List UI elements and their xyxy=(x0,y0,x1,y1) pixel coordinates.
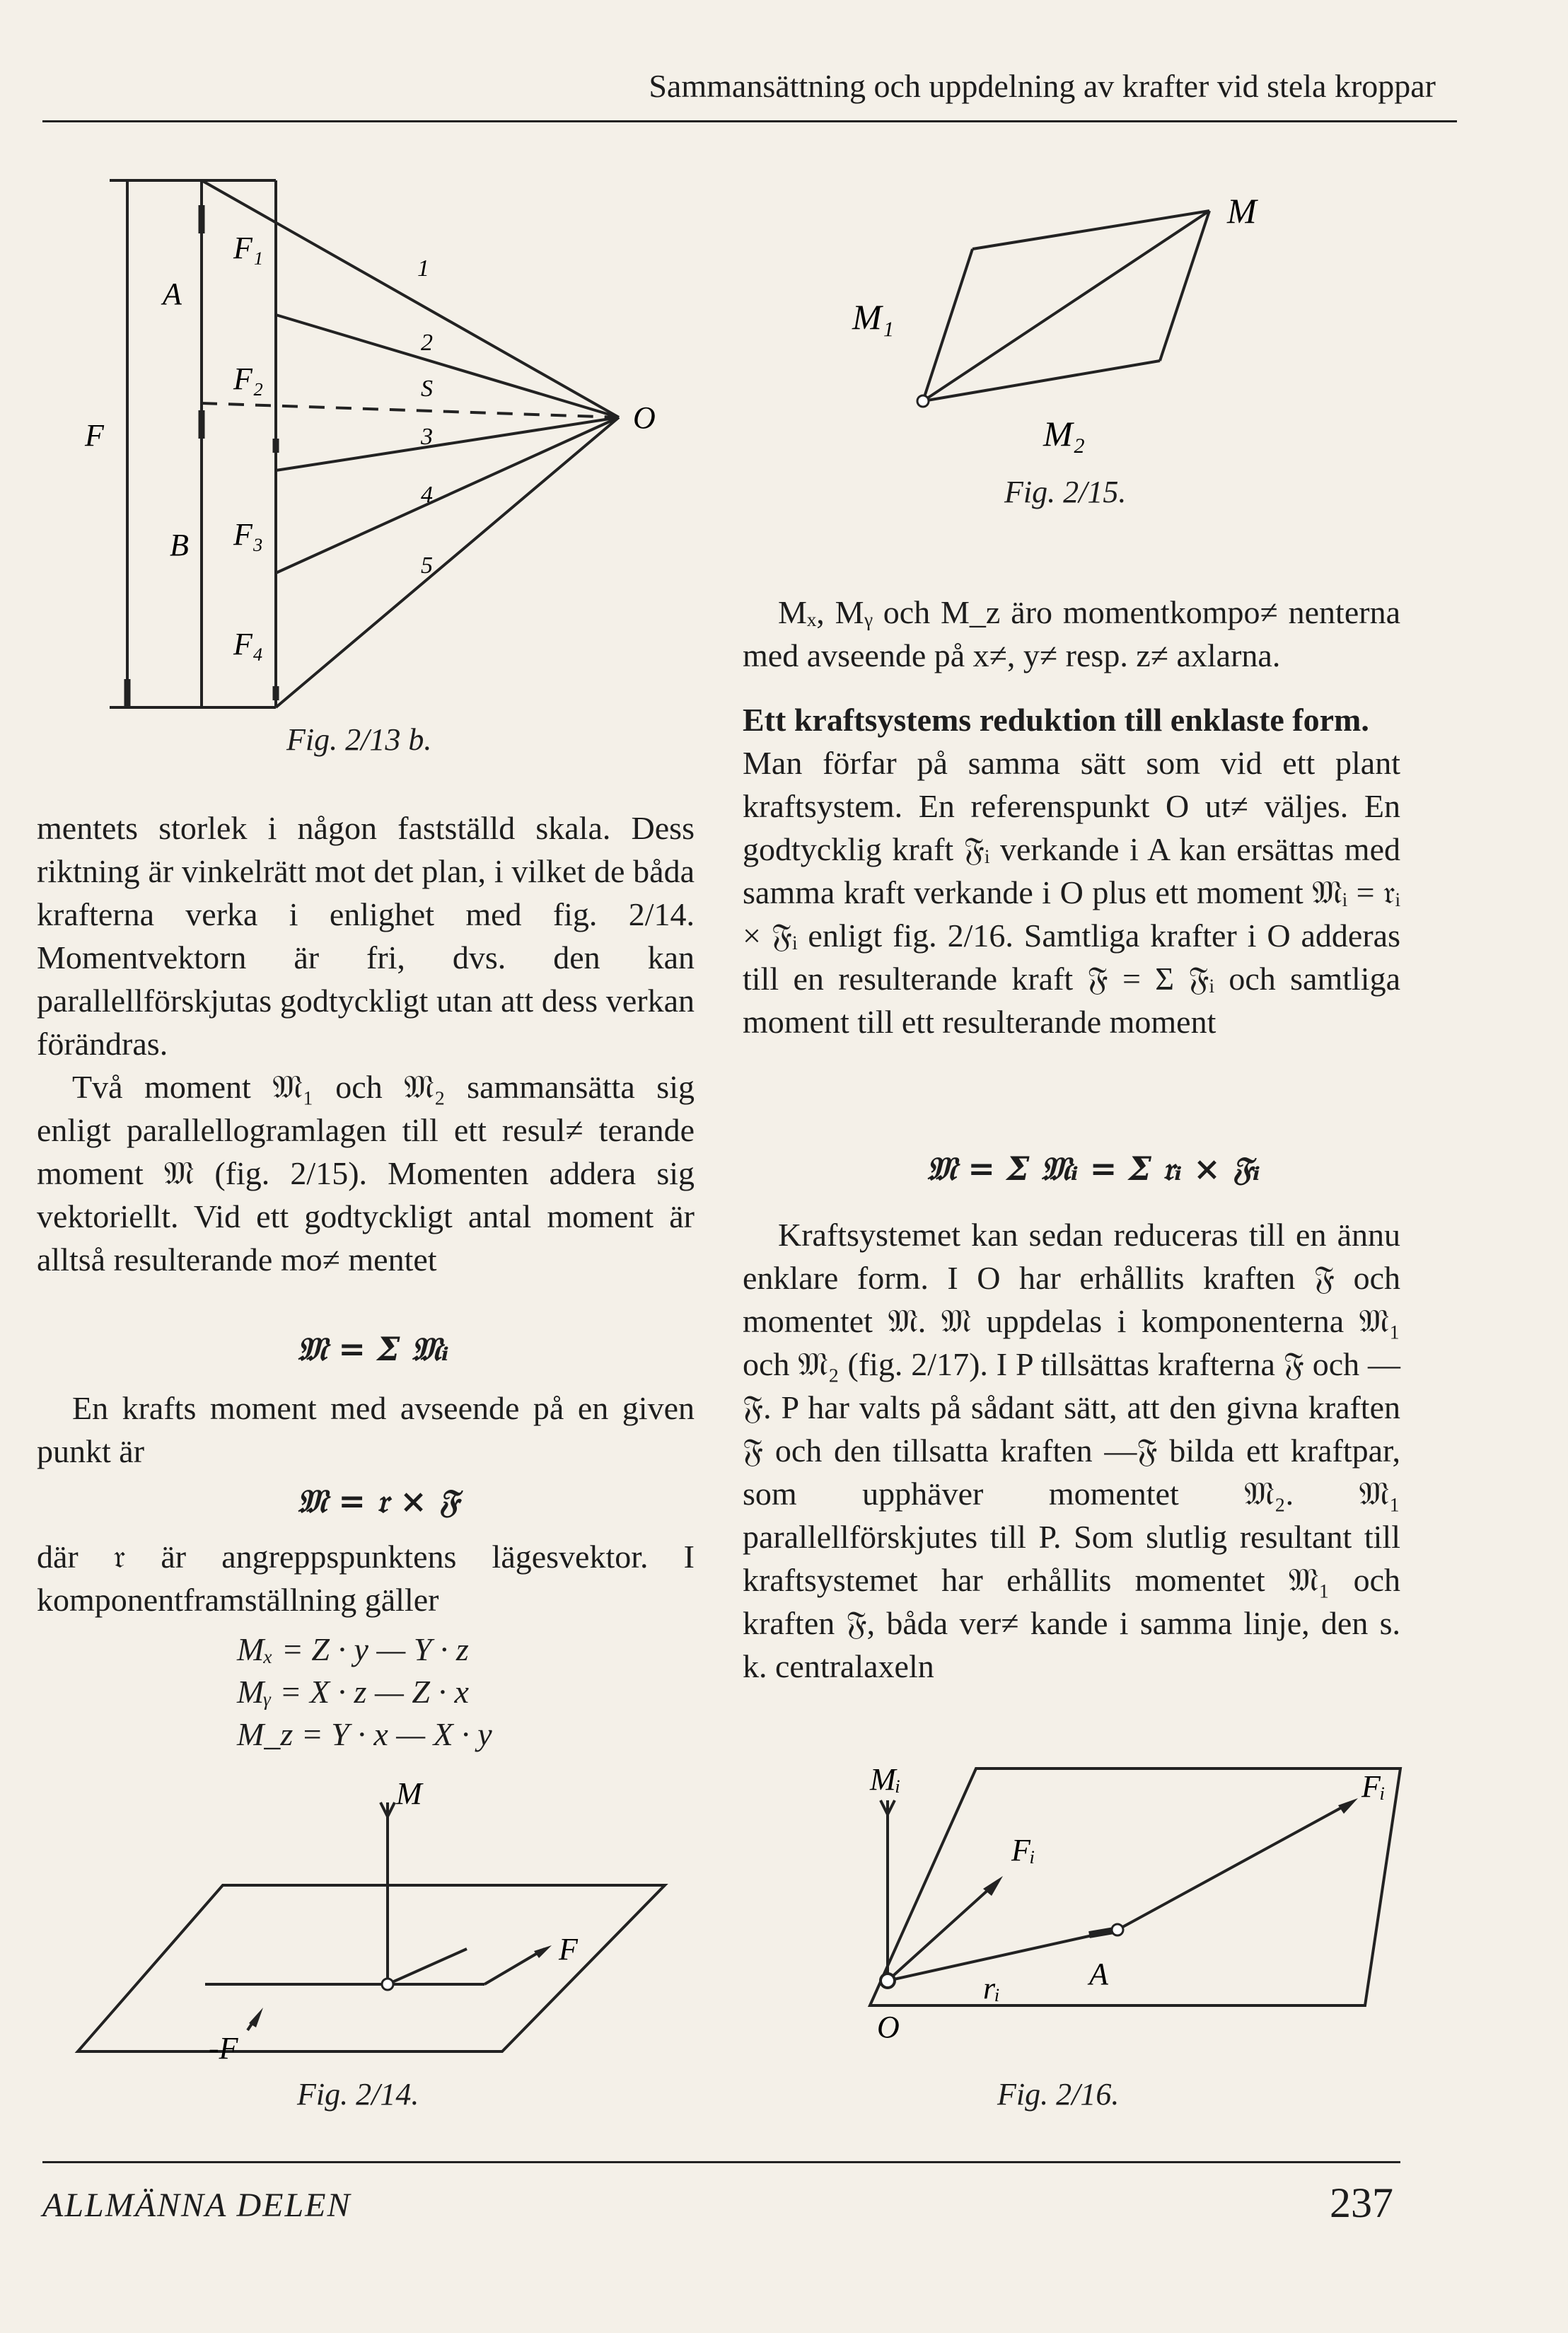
equation-my: Mᵧ = X · z — Z · x xyxy=(237,1674,469,1710)
caption-fig-2-16: Fig. 2/16. xyxy=(997,2077,1120,2112)
right-column xyxy=(743,591,1400,1043)
left-column xyxy=(37,806,695,1281)
paragraph: där 𝔯 är angreppspunktens lägesvektor. I komponentframställning gäller xyxy=(37,1539,695,1618)
formula-moment-cross: 𝔐 = 𝔯 × 𝔉 xyxy=(297,1482,459,1520)
label-f2: F₂ xyxy=(233,361,264,396)
equation-mz: M_z = Y · x — X · y xyxy=(237,1716,492,1752)
label-a: A xyxy=(1089,1957,1108,1991)
label-a: A xyxy=(163,277,182,311)
figure-2-15 xyxy=(835,170,1330,453)
page-number: 237 xyxy=(1330,2179,1393,2226)
header-title: Sammansättning och uppdelning av krafter vid stela kroppar xyxy=(649,68,1436,104)
label-fi-a: Fᵢ xyxy=(1361,1769,1386,1804)
label-mi: Mᵢ xyxy=(870,1762,901,1797)
label-1: 1 xyxy=(417,255,429,282)
footer-section: ALLMÄNNA DELEN xyxy=(42,2187,352,2224)
footer-rule xyxy=(42,2161,1400,2163)
label-m1: M₁ xyxy=(852,297,895,337)
label-f: F xyxy=(85,418,104,453)
label-ri: rᵢ xyxy=(983,1971,1001,2005)
caption-fig-2-15: Fig. 2/15. xyxy=(1004,475,1127,509)
equation-mx: Mₓ = Z · y — Y · z xyxy=(237,1631,469,1667)
label-o: O xyxy=(633,400,656,435)
figure-2-13b xyxy=(64,163,686,729)
label-b: B xyxy=(170,528,189,562)
label-s: S xyxy=(421,376,433,402)
label-f1: F₁ xyxy=(233,231,264,265)
label-f3: F₃ xyxy=(233,517,264,552)
label-neg-f: -F xyxy=(209,2031,238,2066)
label-m: M xyxy=(396,1776,422,1811)
formula-resultant-moment: 𝔐 = Σ 𝔐ᵢ = Σ 𝔯ᵢ × 𝔉ᵢ xyxy=(927,1150,1260,1188)
section-heading: Ett kraftsystems reduktion till enklaste form. xyxy=(743,702,1369,738)
label-3: 3 xyxy=(421,424,433,450)
running-header xyxy=(42,57,1457,122)
label-m2: M₂ xyxy=(1043,414,1086,453)
left-column-cont xyxy=(37,1387,695,1473)
paragraph: Mₓ, Mᵧ och M_z äro momentkompo≠ nenterna med avseende på x≠, y≠ resp. z≠ axlarna. xyxy=(743,594,1400,673)
figure-2-16 xyxy=(743,1754,1450,2073)
label-f: F xyxy=(559,1932,578,1967)
label-f4: F₄ xyxy=(233,627,264,661)
caption-fig-2-14: Fig. 2/14. xyxy=(297,2077,419,2112)
label-o: O xyxy=(877,2010,900,2044)
right-column-cont xyxy=(743,1213,1400,1688)
label-fi: Fᵢ xyxy=(1011,1833,1035,1868)
paragraph: En krafts moment med avseende på en given punkt är xyxy=(37,1390,695,1469)
label-m: M xyxy=(1227,191,1257,231)
paragraph: mentets storlek i någon fastställd skala. Dess riktning är vinkelrätt mot det plan, i vilket de båda krafterna verka i enlighet med fig. 2/14. Momentvektorn är fri, dvs. den kan parallellförskjutas godtyckligt utan att dess verkan förändras. xyxy=(37,810,695,1062)
figure-2-14 xyxy=(64,1776,686,2073)
caption-fig-2-13b: Fig. 2/13 b. xyxy=(286,722,432,757)
label-5: 5 xyxy=(421,552,433,579)
label-2: 2 xyxy=(421,330,433,356)
paragraph: Två moment 𝔐₁ och 𝔐₂ sammansätta sig enligt parallellogramlagen till ett resul≠ terande moment 𝔐 (fig. 2/15). Momenten addera sig vektoriellt. Vid ett godtyckligt antal moment är alltså resulterande mo≠ mentet xyxy=(37,1069,695,1278)
paragraph: Kraftsystemet kan sedan reduceras till en ännu enklare form. I O har erhållits kraften 𝔉 och momentet 𝔐. 𝔐 uppdelas i komponenterna 𝔐₁ och 𝔐₂ (fig. 2/17). I P tillsättas krafterna 𝔉 och —𝔉. P har valts på sådant sätt, att den givna kraften 𝔉 och den tillsatta kraften —𝔉 bilda ett kraftpar, som upphäver momentet 𝔐₂. 𝔐₁ parallellförskjutes till P. Som slutlig resultant till kraftsystemet har erhållits momentet 𝔐₁ och kraften 𝔉, båda ver≠ kande i samma linje, den s. k. centralaxeln xyxy=(743,1217,1400,1684)
left-column-cont2 xyxy=(37,1535,695,1621)
label-4: 4 xyxy=(421,482,433,508)
formula-sum-moments: 𝔐 = Σ 𝔐ᵢ xyxy=(297,1330,449,1368)
paragraph: Man förfar på samma sätt som vid ett plant kraftsystem. En referenspunkt O ut≠ väljes. En godtycklig kraft 𝔉ᵢ verkande i A kan ersättas med samma kraft verkande i O plus ett moment 𝔐ᵢ = 𝔯ᵢ × 𝔉ᵢ enligt fig. 2/16. Samtliga krafter i O adderas till en resulterande kraft 𝔉 = Σ 𝔉ᵢ och samtliga moment till ett resulterande moment xyxy=(743,745,1400,1040)
